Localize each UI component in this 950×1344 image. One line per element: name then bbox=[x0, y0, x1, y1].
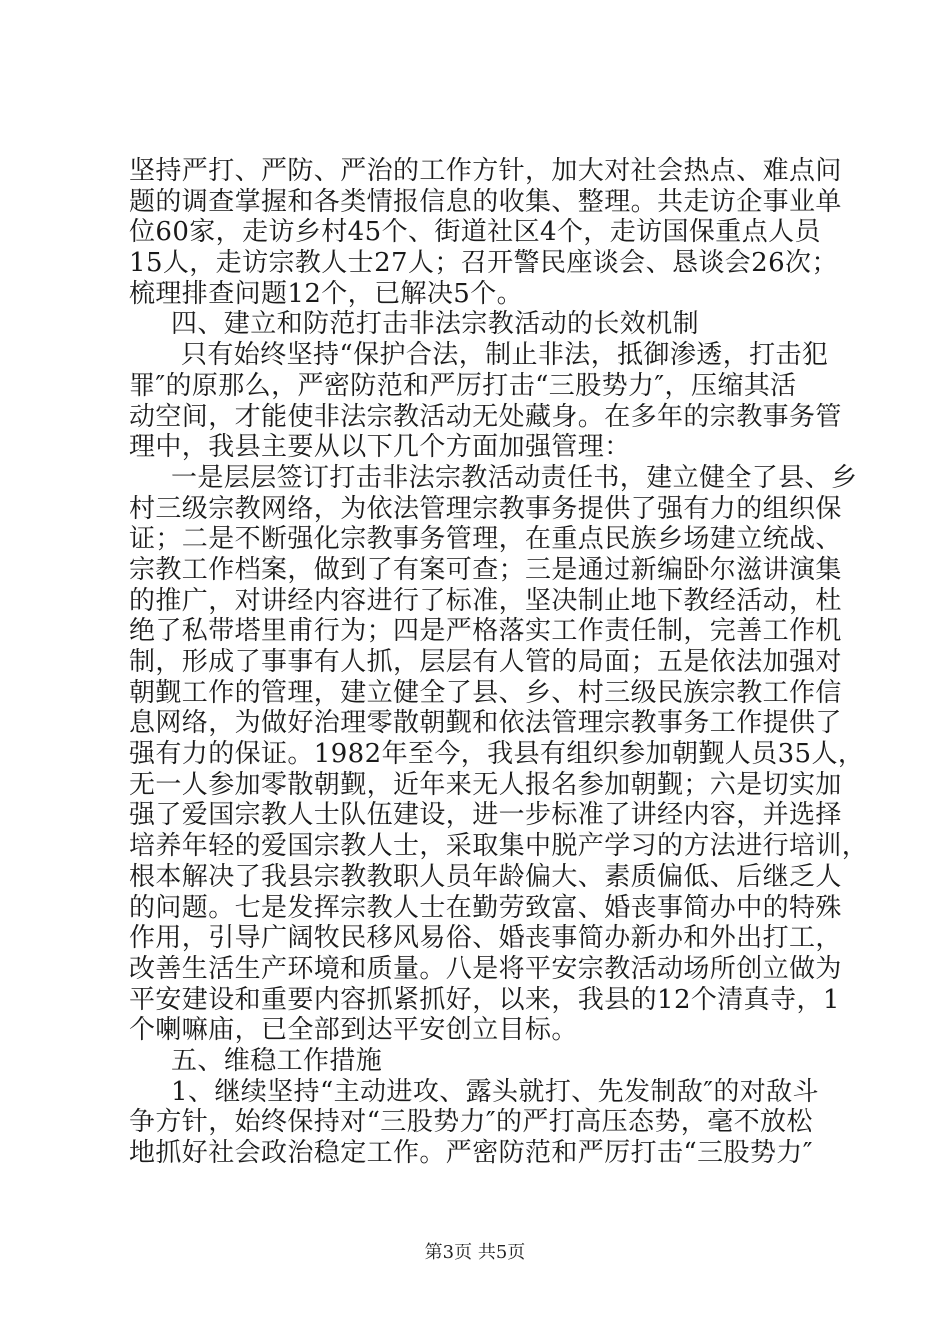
text-line: 题的调查掌握和各类情报信息的收集、整理。共走访企事业单 bbox=[129, 186, 842, 217]
paragraph-first-line: 一是层层签订打击非法宗教活动责任书，建立健全了县、乡 bbox=[171, 462, 858, 493]
text-line: 争方针，始终保持对“三股势力″的严打高压态势，毫不放松 bbox=[129, 1107, 813, 1138]
paragraph-first-line: 只有始终坚持“保护合法，制止非法，抵御渗透，打击犯 bbox=[181, 340, 829, 371]
text-line: 根本解决了我县宗教教职人员年龄偏大、素质偏低、后继乏人 bbox=[129, 861, 842, 892]
text-line: 证；二是不断强化宗教事务管理，在重点民族乡场建立统战、 bbox=[129, 524, 842, 555]
text-line: 宗教工作档案，做到了有案可查；三是通过新编卧尔滋讲演集 bbox=[129, 554, 842, 585]
text-line: 的推广，对讲经内容进行了标准，坚决制止地下教经活动，杜 bbox=[129, 585, 842, 616]
text-line: 罪″的原那么，严密防范和严厉打击“三股势力″，压缩其活 bbox=[129, 370, 797, 401]
text-line: 朝觐工作的管理，建立健全了县、乡、村三级民族宗教工作信 bbox=[129, 677, 842, 708]
page-footer bbox=[0, 1242, 950, 1264]
section-heading: 五、维稳工作措施 bbox=[171, 1045, 383, 1076]
text-line: 平安建设和重要内容抓紧抓好，以来，我县的12个清真寺，1 bbox=[129, 984, 840, 1015]
text-line: 作用，引导广阔牧民移风易俗、婚丧事简办新办和外出打工， bbox=[129, 923, 842, 954]
page-number: 第3页 共5页 bbox=[424, 1242, 526, 1263]
paragraph-first-line: 1、继续坚持“主动进攻、露头就打、先发制敌″的对敌斗 bbox=[171, 1076, 819, 1107]
text-line: 强有力的保证。1982年至今，我县有组织参加朝觐人员35人， bbox=[129, 739, 865, 770]
text-line: 梳理排查问题12个，已解决5个。 bbox=[129, 278, 524, 309]
text-line: 绝了私带塔里甫行为；四是严格落实工作责任制，完善工作机 bbox=[129, 616, 842, 647]
text-line: 改善生活生产环境和质量。八是将平安宗教活动场所创立做为 bbox=[129, 953, 842, 984]
document-body bbox=[129, 156, 869, 1169]
text-line: 15人，走访宗教人士27人；召开警民座谈会、恳谈会26次； bbox=[129, 248, 838, 279]
text-line: 个喇嘛庙，已全部到达平安创立目标。 bbox=[129, 1015, 578, 1046]
text-line: 动空间，才能使非法宗教活动无处藏身。在多年的宗教事务管 bbox=[129, 401, 842, 432]
text-line: 息网络，为做好治理零散朝觐和依法管理宗教事务工作提供了 bbox=[129, 708, 842, 739]
text-line: 无一人参加零散朝觐，近年来无人报名参加朝觐；六是切实加 bbox=[129, 769, 842, 800]
text-line: 位60家，走访乡村45个、街道社区4个，走访国保重点人员 bbox=[129, 217, 821, 248]
text-line: 强了爱国宗教人士队伍建设，进一步标准了讲经内容，并选择 bbox=[129, 800, 842, 831]
text-line: 的问题。七是发挥宗教人士在勤劳致富、婚丧事简办中的特殊 bbox=[129, 892, 842, 923]
text-line: 理中，我县主要从以下几个方面加强管理： bbox=[129, 432, 631, 463]
text-line: 村三级宗教网络，为依法管理宗教事务提供了强有力的组织保 bbox=[129, 493, 842, 524]
text-line: 制，形成了事事有人抓，层层有人管的局面；五是依法加强对 bbox=[129, 647, 842, 677]
text-line: 培养年轻的爱国宗教人士，采取集中脱产学习的方法进行培训， bbox=[129, 831, 869, 862]
text-line: 坚持严打、严防、严治的工作方针，加大对社会热点、难点问 bbox=[129, 156, 842, 186]
text-line: 地抓好社会政治稳定工作。严密防范和严厉打击“三股势力″ bbox=[129, 1138, 813, 1168]
section-heading: 四、建立和防范打击非法宗教活动的长效机制 bbox=[171, 309, 700, 340]
